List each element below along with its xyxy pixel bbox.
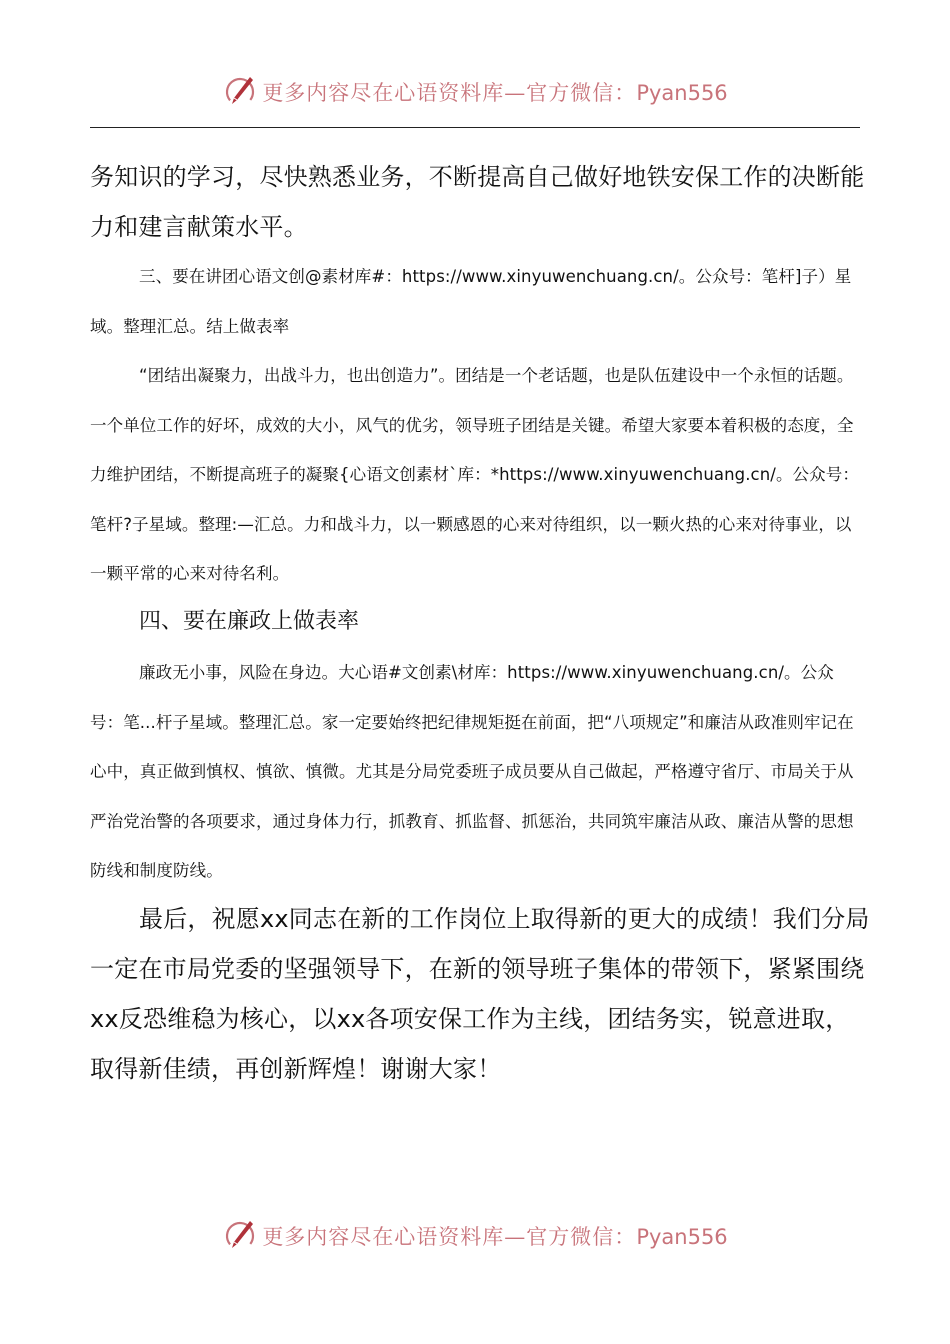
section-3-title-line: 三、要在讲团心语文创@素材库#：https://www.xinyuwenchuang.cn/。公众号：笔杆]子）星域。整理汇总。结上做表率: [90, 267, 852, 336]
closing-paragraph: 最后，祝愿xx同志在新的工作岗位上取得新的更大的成绩！我们分局一定在市局党委的坚强领导下，在新的领导班子集体的带领下，紧紧围绕xx反恐维稳为核心，以xx各项安保工作为主线，团结务实，锐意进取，取得新佳绩，再创新辉煌！谢谢大家！: [90, 905, 870, 1083]
paragraph-continuation: 务知识的学习，尽快熟悉业务，不断提高自己做好地铁安保工作的决断能力和建言献策水平。: [90, 163, 865, 241]
pen-logo-icon: [222, 74, 258, 110]
banner-text: 更多内容尽在心语资料库—官方微信：Pyan556: [262, 1225, 728, 1249]
banner-text: 更多内容尽在心语资料库—官方微信：Pyan556: [262, 81, 728, 105]
wechat-id: Pyan556: [636, 81, 728, 105]
section-3-body: “团结出凝聚力，出战斗力，也出创造力”。团结是一个老话题，也是队伍建设中一个永恒的话题。一个单位工作的好坏，成效的大小，风气的优劣，领导班子团结是关键。希望大家要本着积极的态度，全力维护团结，不断提高班子的凝聚{心语文创素材`库：*https://www.xinyuwenchuang.cn/。公众号：笔杆?子星域。整理:—汇总。力和战斗力，以一颗感恩的心来对待组织，以一颗火热的心来对待事业，以一颗平常的心来对待名利。: [90, 366, 859, 583]
header-rule: [90, 127, 860, 128]
wechat-id: Pyan556: [636, 1225, 728, 1249]
section-4-body: 廉政无小事，风险在身边。大心语#文创素\材库：https://www.xinyuwenchuang.cn/。公众号：笔...杆子星域。整理汇总。家一定要始终把纪律规矩挺在前面，把“八项规定”和廉洁从政准则牢记在心中，真正做到慎权、慎欲、慎微。尤其是分局党委班子成员要从自己做起，严格遵守省厅、市局关于从严治党治警的各项要求，通过身体力行，抓教育、抓监督、抓惩治，共同筑牢廉洁从政、廉洁从警的思想防线和制度防线。: [90, 663, 854, 880]
header-banner: [0, 70, 950, 114]
pen-logo-icon: [222, 1218, 258, 1254]
section-4-title: 四、要在廉政上做表率: [139, 609, 360, 634]
footer-banner: [0, 1214, 950, 1258]
